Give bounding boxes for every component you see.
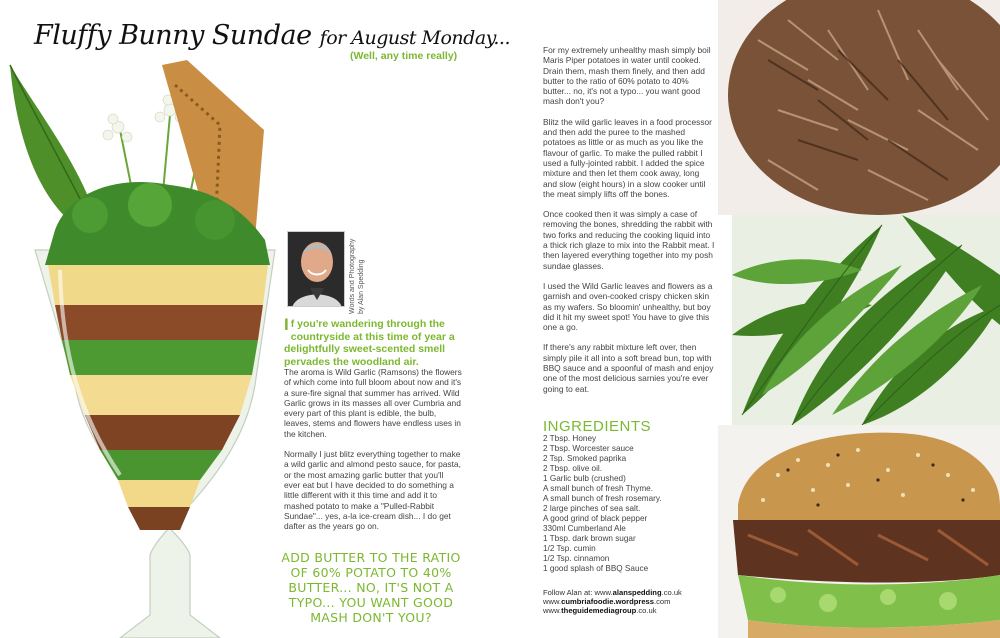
body-paragraph: I used the Wild Garlic leaves and flowers as a garnish and oven-cooked crispy chicken skin as my wafers. So bloomin' unhealthy, but boy did it hit my sweet spot! You have to give this one a go. <box>543 280 713 333</box>
article-title <box>34 20 510 51</box>
ingredients-list <box>543 434 718 574</box>
left-body-column <box>284 367 462 541</box>
ingredient-item: 2 Tbsp. Honey <box>543 434 597 443</box>
follow-site[interactable]: cumbriafoodie.wordpress <box>561 596 654 606</box>
ingredient-item: 1/2 Tsp. cinnamon <box>543 554 610 563</box>
body-paragraph: For my extremely unhealthy mash simply boil Maris Piper potatoes in water until cooked. Drain them, mash them finely, and then add butter to the ratio of 60% potato to 40% butter... no, it's not a typo... you want good mash don't you? <box>543 45 711 107</box>
body-paragraph: If there's any rabbit mixture left over, then simply pile it all into a soft bread bun, top with BBQ sauce and a spoonful of mash and enjoy one of the most delicious sarnies you're ever going to eat. <box>543 342 714 394</box>
body-paragraph: Once cooked then it was simply a case of removing the bones, shredding the rabbit with two forks and reducing the cooking liquid into a thick rich glaze to mix into the Rabbit meat. I then layered everything together into my posh sundae glasses. <box>543 209 715 271</box>
intro-paragraph <box>284 315 462 368</box>
ingredient-item: 2 Tbsp. Worcester sauce <box>543 444 634 453</box>
follow-prefix: www. <box>543 596 562 606</box>
body-paragraph: Blitz the wild garlic leaves in a food processor and then add the puree to the mashed potatoes as little or as much as you like the flavour of garlic. To make the pulled rabbit I used a fully-jointed rabbit. I added the spice mixture and then let them cook away, long and slow (eight hours) in a slow cooker until the meat simply lifts off the bones. <box>543 116 712 199</box>
follow-suffix: .com <box>654 596 671 606</box>
body-paragraph: Normally I just blitz everything together to make a wild garlic and almond pesto sauce, for pasta, or the most amazing garlic butter that you'll ever eat but I have decided to do something a little different with it this time and add it to mashed potato to make a "Pulled-Rabbit Sundae"... yes, a-la ice-cream dish... I do get dafter as the years go on. <box>284 449 461 532</box>
ingredients-heading: INGREDIENTS <box>543 418 652 435</box>
rabbit-bun-photo <box>718 425 1000 638</box>
follow-suffix: .co.uk <box>661 588 682 597</box>
title-main: Fluffy Bunny Sundae <box>34 20 312 51</box>
follow-suffix: .co.uk <box>636 605 657 615</box>
ingredient-item: 330ml Cumberland Ale <box>543 524 626 533</box>
ingredient-item: 2 large pinches of sea salt. <box>543 504 641 513</box>
pulled-rabbit-photo <box>718 0 1000 215</box>
ingredient-item: 2 Tsp. Smoked paprika <box>543 454 627 463</box>
pull-quote: ADD BUTTER TO THE RATIO OF 60% POTATO TO 40% BUTTER... NO, IT'S NOT A TYPO... YOU WANT GOOD MASH DON'T YOU? <box>281 550 461 625</box>
sundae-photo <box>0 55 285 638</box>
intro-text: f you're wandering through the countryside at this time of year a delightfully sweet-scented smell pervades the woodland air. <box>284 318 455 368</box>
follow-links <box>543 589 718 615</box>
follow-site[interactable]: theguidemediagroup <box>561 605 637 615</box>
credit-line-2: by Alan Spedding <box>358 259 365 314</box>
ingredient-item: 1 good splash of BBQ Sauce <box>543 564 649 573</box>
article-subtitle: (Well, any time really) <box>350 50 458 62</box>
intro-dropcap: I <box>284 315 289 334</box>
author-credit <box>348 232 378 314</box>
right-body-column <box>543 45 715 404</box>
follow-prefix: Follow Alan at: www. <box>543 588 613 597</box>
ingredient-item: 1 Garlic bulb (crushed) <box>543 474 626 483</box>
ingredient-item: 1/2 Tsp. cumin <box>543 544 596 553</box>
ingredient-item: 1 Tbsp. dark brown sugar <box>543 534 636 543</box>
ingredient-item: 2 Tbsp. olive oil. <box>543 464 603 473</box>
author-photo <box>287 231 345 307</box>
ingredient-item: A good grind of black pepper <box>543 514 648 523</box>
follow-line-3[interactable] <box>543 607 718 616</box>
wild-garlic-photo <box>732 215 1000 425</box>
title-tail: for August Monday... <box>319 27 510 49</box>
follow-prefix: www. <box>543 605 562 615</box>
credit-line-1: Words and Photography <box>349 238 356 314</box>
ingredient-item: A small bunch of fresh Thyme. <box>543 484 653 493</box>
body-paragraph: The aroma is Wild Garlic (Ramsons) the flowers of which come into full bloom about now and it's a sure-fire signal that summer has arrived. Wild Garlic grows in its masses all over Cumbria and every part of this plant is edible, the bulb, leaves, stems and flowers have endless uses in the kitchen. <box>284 367 462 439</box>
follow-site[interactable]: alanspedding <box>612 588 662 597</box>
ingredient-item: A small bunch of fresh rosemary. <box>543 494 662 503</box>
